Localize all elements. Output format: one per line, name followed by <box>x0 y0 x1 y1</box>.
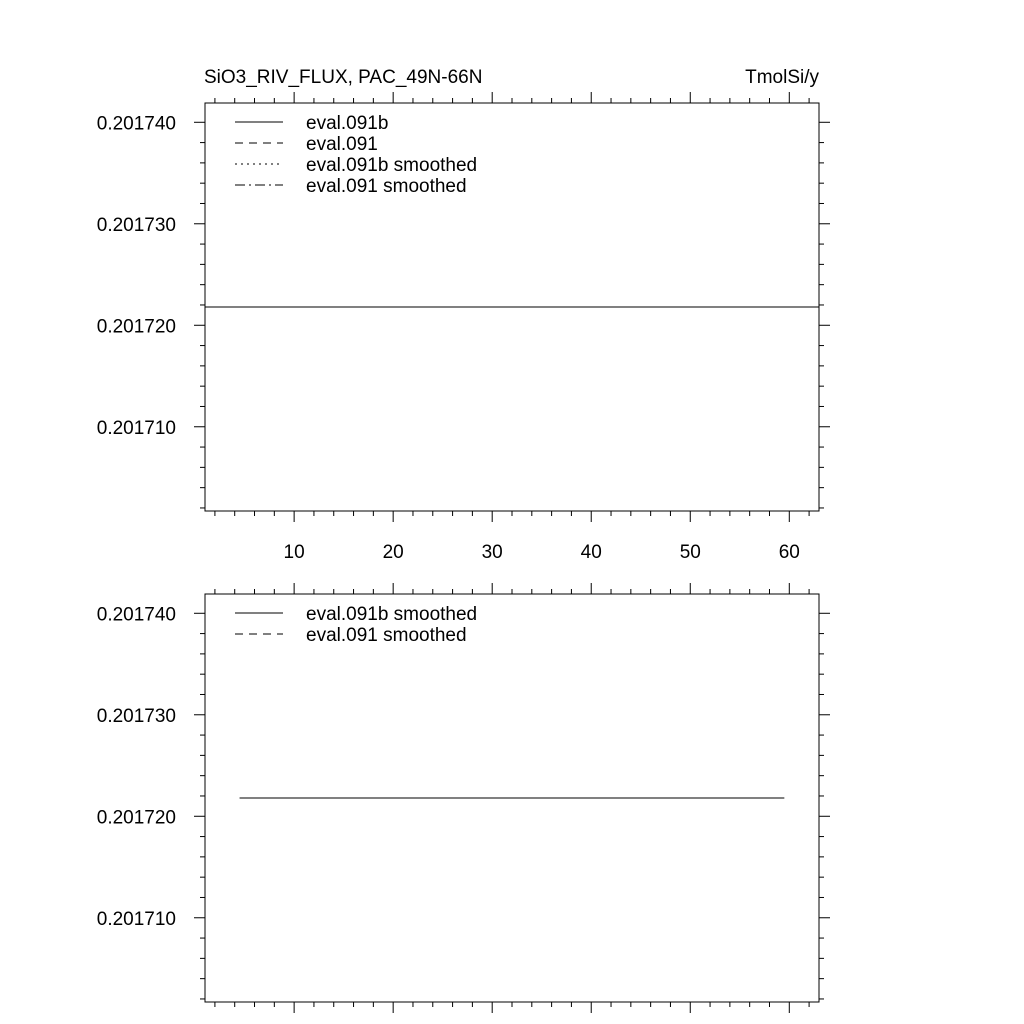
x-tick-label: 20 <box>382 542 404 563</box>
y-tick-label: 0.201740 <box>96 113 176 135</box>
legend-label: eval.091 <box>306 134 378 155</box>
y-tick-label: 0.201730 <box>96 214 176 236</box>
x-tick-label: 60 <box>778 542 800 563</box>
y-tick-label: 0.201730 <box>96 705 176 727</box>
legend-label: eval.091b <box>306 113 389 134</box>
legend-label: eval.091b smoothed <box>306 604 478 625</box>
legend-label: eval.091 smoothed <box>306 176 467 197</box>
right-title: TmolSi/y <box>745 67 819 88</box>
y-tick-label: 0.201710 <box>96 908 176 930</box>
y-tick-label: 0.201720 <box>96 807 176 829</box>
y-tick-label: 0.201710 <box>96 417 176 439</box>
y-tick-label: 0.201740 <box>96 604 176 626</box>
y-tick-label: 0.201720 <box>96 316 176 338</box>
legend-label: eval.091b smoothed <box>306 155 478 176</box>
x-tick-label: 30 <box>481 542 503 563</box>
x-tick-label: 10 <box>283 542 305 563</box>
x-tick-label: 50 <box>679 542 701 563</box>
left-title: SiO3_RIV_FLUX, PAC_49N-66N <box>204 67 483 88</box>
x-tick-label: 40 <box>580 542 602 563</box>
legend-label: eval.091 smoothed <box>306 625 467 646</box>
